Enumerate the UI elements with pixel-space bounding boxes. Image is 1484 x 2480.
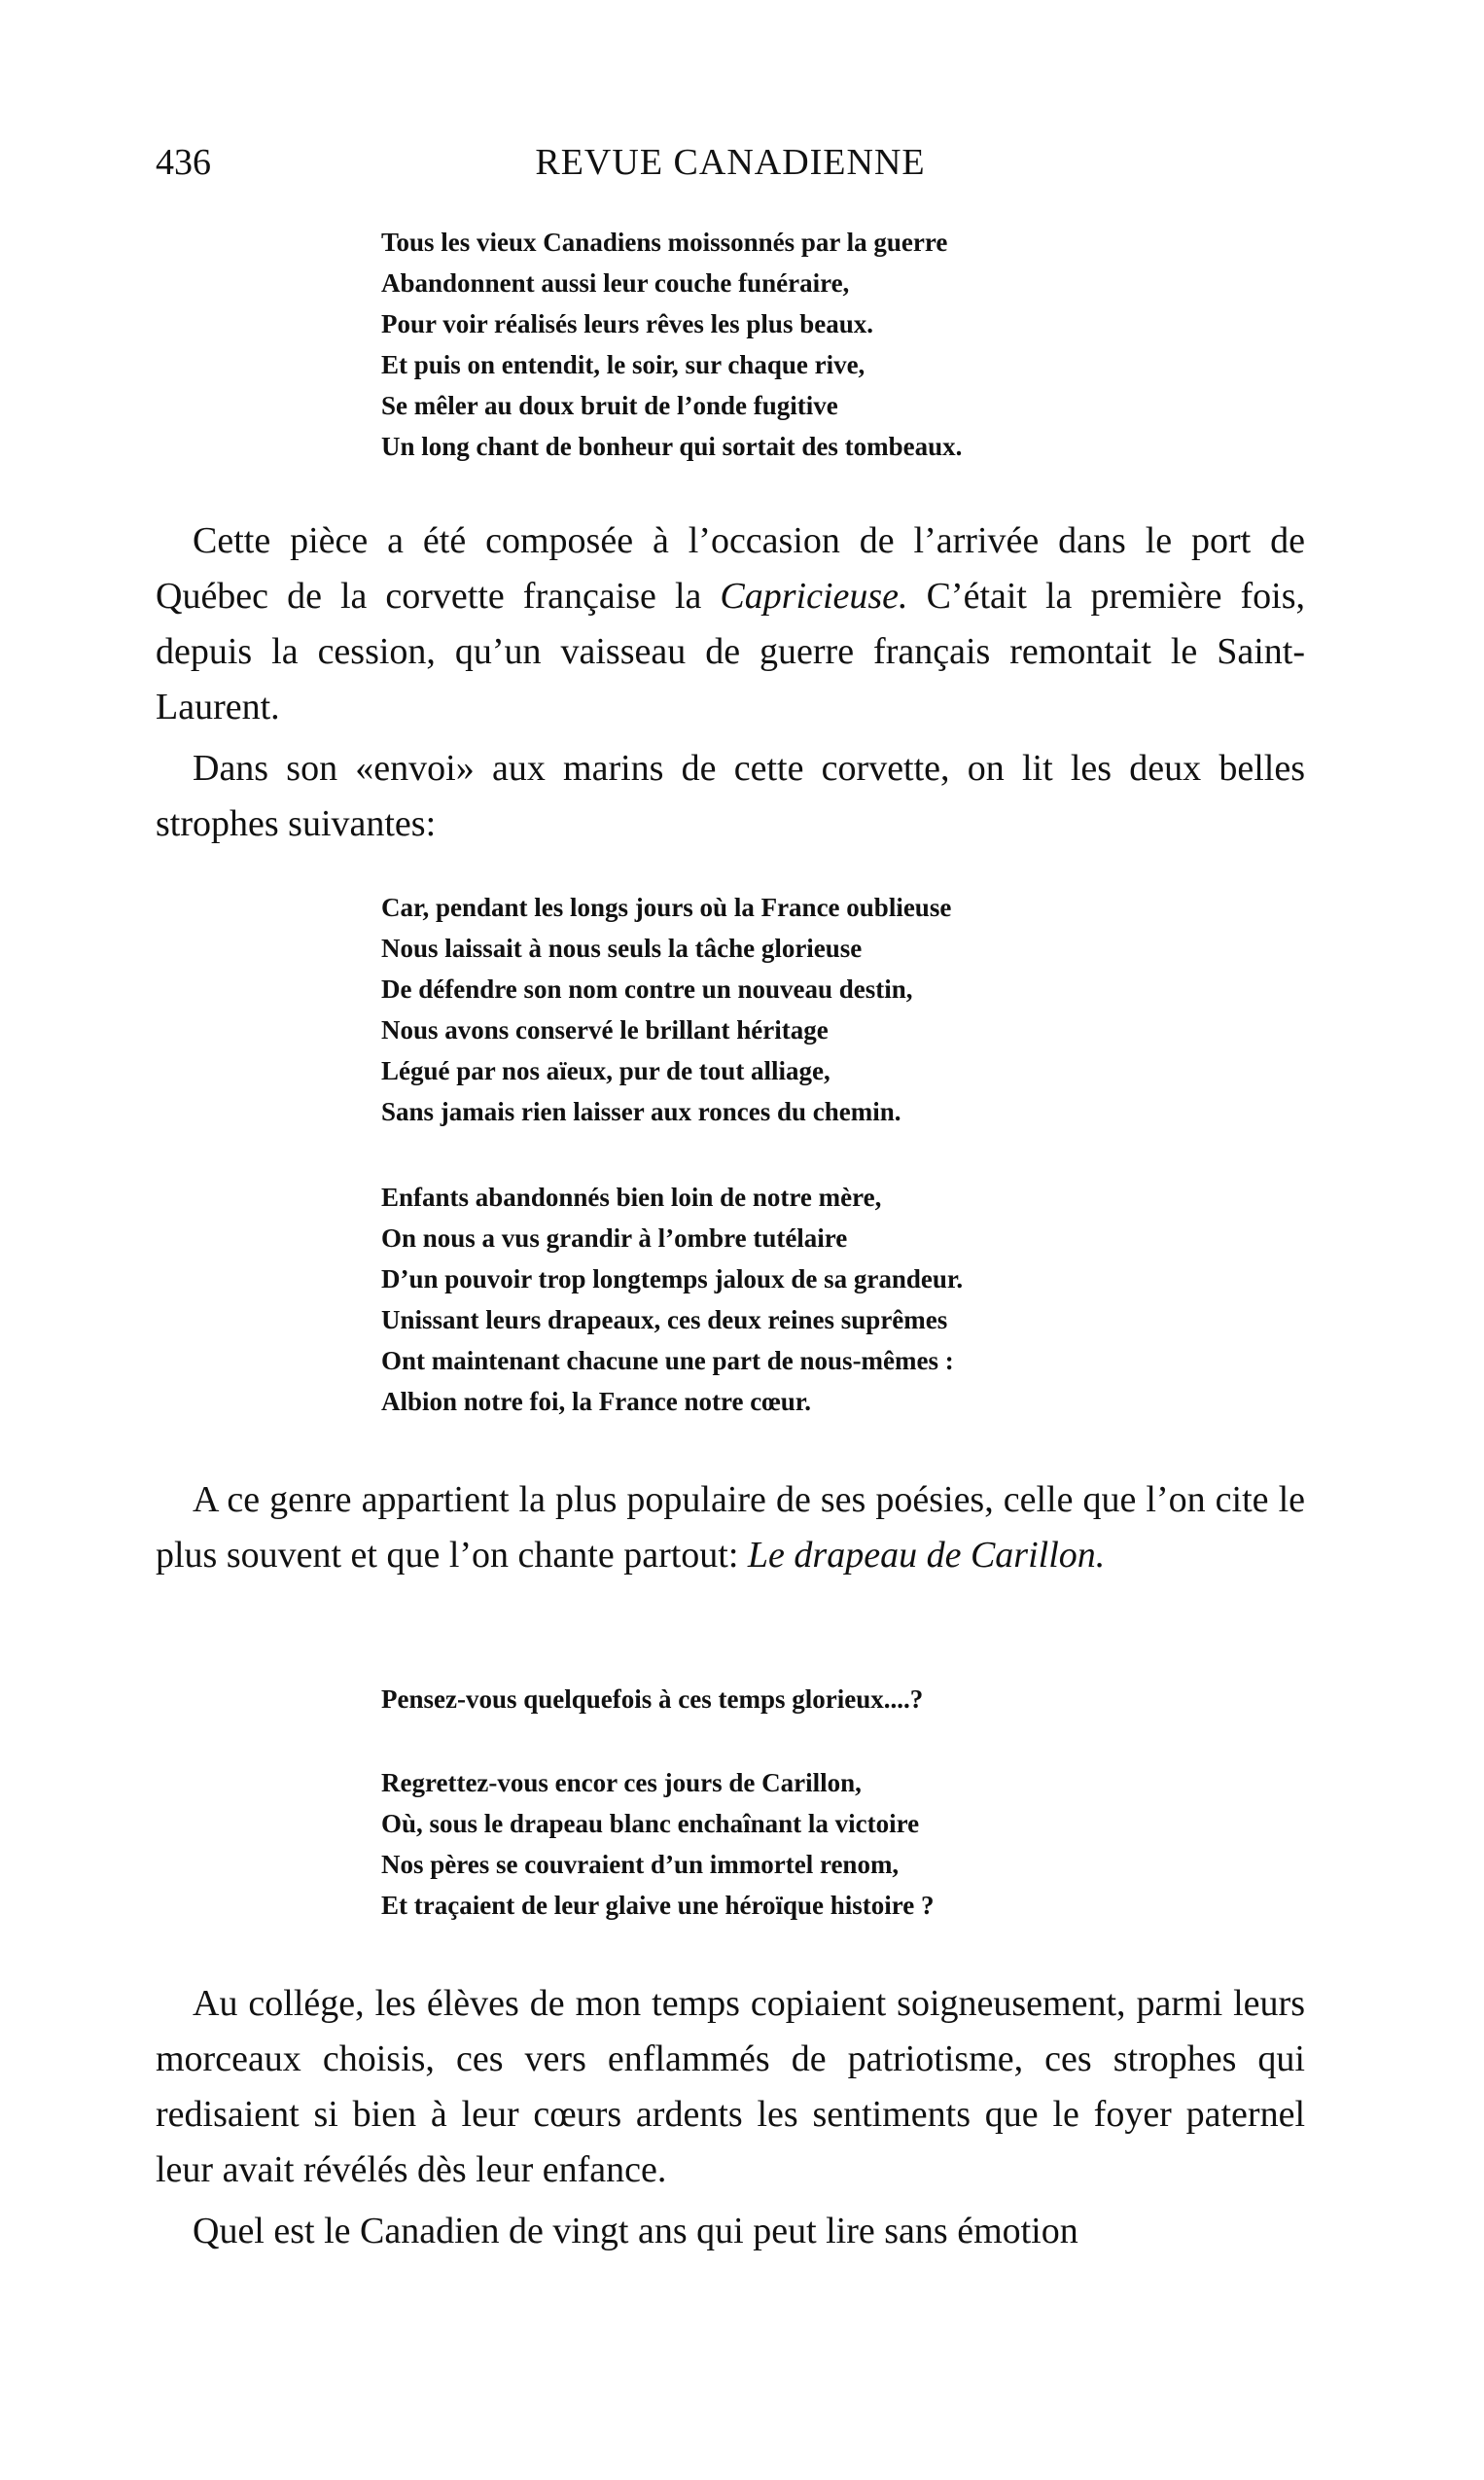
verse-line: Et traçaient de leur glaive une héroïque histoire ?: [381, 1891, 935, 1920]
verse-stanza-5: [381, 1762, 934, 1926]
paragraph-envoi: Dans son «envoi» aux marins de cette corvette, on lit les deux belles strophes suivantes:: [156, 748, 1305, 844]
verse-line: Et puis on entendit, le soir, sur chaque rive,: [381, 350, 866, 379]
verse-line: Pensez-vous quelquefois à ces temps glorieux....?: [381, 1684, 924, 1714]
paragraph-carillon: [156, 1472, 1305, 1583]
verse-line: D’un pouvoir trop longtemps jaloux de sa grandeur.: [381, 1264, 964, 1293]
verse-stanza-3: [381, 1177, 963, 1422]
verse-stanza-1: [381, 222, 962, 467]
page-number: 436: [156, 142, 211, 183]
paragraph-text: A ce genre appartient la plus populaire de ses poésies, celle que l’on cite le plus souvent et que l’on chante partout:: [156, 1479, 1305, 1576]
paragraph-canadien: Quel est le Canadien de vingt ans qui peut lire sans émotion: [193, 2211, 1078, 2251]
verse-stanza-2: [381, 887, 951, 1132]
paragraph-text: Cette pièce a été composée à l’occasion de l’arrivée dans le port de Québec de la corvette française la: [156, 520, 1305, 617]
verse-line: De défendre son nom contre un nouveau destin,: [381, 974, 913, 1004]
verse-line: On nous a vus grandir à l’ombre tutélaire: [381, 1223, 848, 1253]
poem-title-italic: Le drapeau de Carillon.: [747, 1535, 1106, 1576]
verse-line: Un long chant de bonheur qui sortait des tombeaux.: [381, 432, 963, 461]
prose-block-1: [156, 514, 1305, 852]
verse-line: Nos pères se couvraient d’un immortel renom,: [381, 1850, 900, 1879]
verse-line: Regrettez-vous encor ces jours de Carillon,: [381, 1768, 862, 1797]
verse-line: Enfants abandonnés bien loin de notre mère,: [381, 1183, 882, 1212]
paragraph-text: C’était la première fois, depuis la cession, qu’un vaisseau de guerre français remontait le Saint-Laurent.: [156, 576, 1305, 727]
prose-block-2: [156, 1472, 1305, 1583]
verse-line: Nous laissait à nous seuls la tâche glorieuse: [381, 934, 863, 963]
verse-line: Ont maintenant chacune une part de nous-mêmes :: [381, 1346, 954, 1375]
paragraph-capricieuse: [156, 514, 1305, 735]
verse-line: Se mêler au doux bruit de l’onde fugitive: [381, 391, 838, 420]
verse-line: Où, sous le drapeau blanc enchaînant la victoire: [381, 1809, 920, 1838]
verse-line: Albion notre foi, la France notre cœur.: [381, 1387, 811, 1416]
paragraph-college: Au collége, les élèves de mon temps copiaient soigneusement, parmi leurs morceaux choisis, ces vers enflammés de patriotisme, ces strophes qui redisaient si bien à leur cœurs ardents les sentiments que le foyer paternel leur avait révélés dès leur enfance.: [156, 1983, 1305, 2190]
verse-stanza-4: [381, 1679, 923, 1719]
ship-name-italic: Capricieuse.: [720, 576, 908, 617]
verse-line: Sans jamais rien laisser aux ronces du chemin.: [381, 1097, 901, 1126]
verse-line: Car, pendant les longs jours où la France oublieuse: [381, 893, 952, 922]
prose-block-3: [156, 1976, 1305, 2259]
verse-line: Nous avons conservé le brillant héritage: [381, 1015, 829, 1045]
verse-line: Légué par nos aïeux, pur de tout alliage,: [381, 1056, 830, 1085]
verse-line: Tous les vieux Canadiens moissonnés par la guerre: [381, 228, 948, 257]
running-head: REVUE CANADIENNE: [535, 142, 926, 183]
verse-line: Abandonnent aussi leur couche funéraire,: [381, 268, 850, 298]
verse-line: Pour voir réalisés leurs rêves les plus beaux.: [381, 309, 873, 338]
verse-line: Unissant leurs drapeaux, ces deux reines suprêmes: [381, 1305, 948, 1334]
page-header: [156, 138, 1305, 187]
